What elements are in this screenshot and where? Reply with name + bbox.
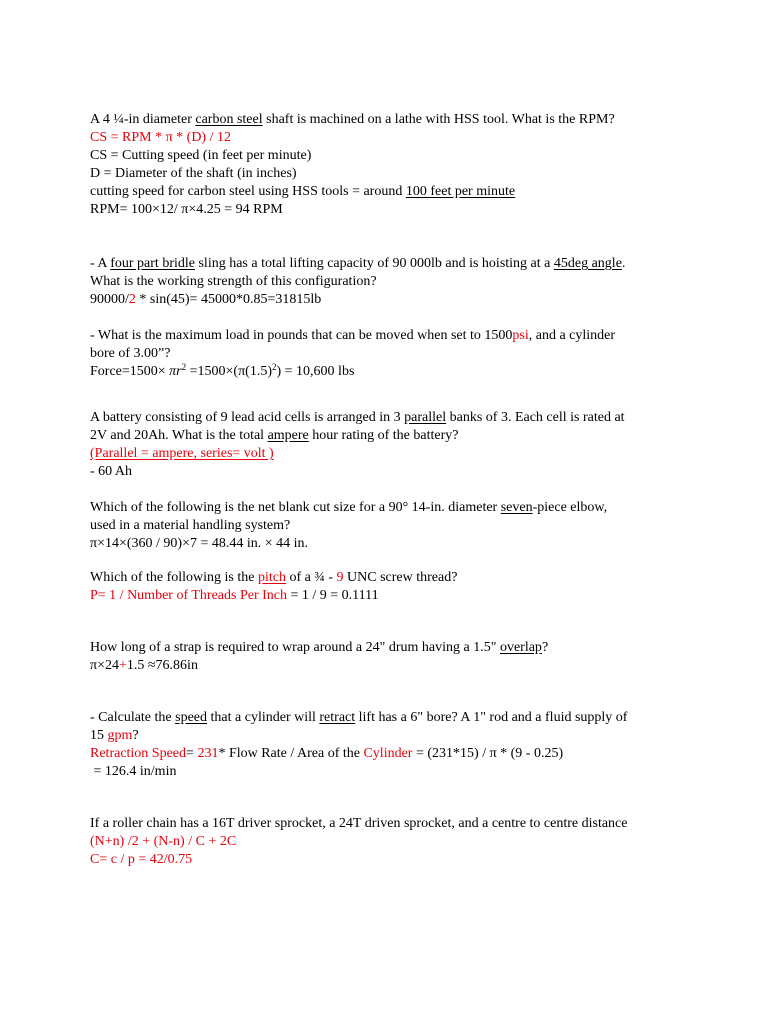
question-text [90, 569, 710, 587]
question-text [90, 111, 710, 129]
text-run: How long of a strap is required to wrap around a 24" drum having a 1.5" [90, 640, 500, 655]
text-run: = (231*15) / π * (9 - 0.25) [412, 746, 564, 761]
text-run: ) = 10,600 lbs [276, 364, 355, 379]
question-text: used in a material handling system? [90, 518, 291, 533]
underlined-term: speed [175, 710, 208, 725]
text-run: sling has a total lifting capacity of 90 000lb and is hoisting at a [194, 256, 554, 271]
formula-line: C= c / p = 42/0.75 [90, 852, 193, 867]
text-run: - A [90, 256, 111, 271]
text-run: banks of 3. Each cell is rated at [446, 410, 625, 425]
text-run: ? [132, 728, 139, 743]
question-elbow-blank [90, 499, 710, 553]
answer-line: = 126.4 in/min [90, 764, 177, 779]
text-run: Which of the following is the net blank cut size for a 90° 14-in. diameter [90, 500, 501, 515]
question-text [90, 727, 710, 745]
hint-line: (Parallel = ampere, series= volt ) [90, 446, 274, 461]
text-run: -piece elbow, [532, 500, 608, 515]
highlight-red: 2 [128, 292, 136, 307]
highlight-red: 231 [197, 746, 219, 761]
question-text: If a roller chain has a 16T driver sprocket, a 24T driven sprocket, and a centre to centre distance [90, 816, 628, 831]
underlined-term: 100 feet per minute [405, 184, 516, 199]
underlined-term: 45deg angle [553, 256, 622, 271]
document-page [90, 111, 710, 869]
formula-line: CS = RPM * π * (D) / 12 [90, 130, 231, 145]
text-run: 2V and 20Ah. What is the total [90, 428, 268, 443]
definition-line: CS = Cutting speed (in feet per minute) [90, 148, 312, 163]
question-text [90, 327, 710, 345]
question-text: bore of 3.00”? [90, 346, 171, 361]
question-text: What is the working strength of this configuration? [90, 274, 377, 289]
text-run: hour rating of the battery? [308, 428, 459, 443]
answer-line [90, 587, 710, 605]
question-text [90, 709, 710, 727]
text-run: lift has a 6" bore? A 1" rod and a fluid supply of [355, 710, 628, 725]
highlight-red: pitch [257, 570, 286, 585]
text-run: * Flow Rate / Area of the [218, 746, 364, 761]
text-run: = 1 / 9 = 0.1111 [286, 588, 379, 603]
underlined-term: seven [500, 500, 533, 515]
text-run: =1500×(π(1.5) [186, 364, 272, 379]
question-battery [90, 409, 710, 481]
answer-line: - 60 Ah [90, 464, 132, 479]
underlined-term: parallel [404, 410, 447, 425]
question-cylinder-retract [90, 709, 710, 781]
question-cylinder-load [90, 327, 710, 381]
text-run: ? [541, 640, 549, 655]
highlight-red: Retraction Speed [90, 746, 187, 761]
formula-red: P= 1 / Number of Threads Per Inch [90, 588, 287, 603]
highlight-red: gpm [107, 728, 133, 743]
underlined-term: retract [319, 710, 356, 725]
text-run: . [621, 256, 626, 271]
question-text [90, 639, 710, 657]
underlined-term: carbon steel [195, 112, 263, 127]
underlined-term: four part bridle [110, 256, 195, 271]
formula-line [90, 745, 710, 763]
text-run: 1.5 ≈76.86in [126, 658, 198, 673]
question-bridle-sling [90, 255, 710, 309]
text-run: Force=1500× [90, 364, 170, 379]
answer-line [90, 363, 710, 381]
text-run: of a ¾ - [285, 570, 337, 585]
text-run: Which of the following is the [90, 570, 258, 585]
answer-line: π×14×(360 / 90)×7 = 48.44 in. × 44 in. [90, 536, 309, 551]
answer-line: RPM= 100×12/ π×4.25 = 94 RPM [90, 202, 283, 217]
note-line [90, 183, 710, 201]
text-run: cutting speed for carbon steel using HSS tools = around [90, 184, 406, 199]
superscript: 2 [272, 362, 277, 372]
question-strap-length [90, 639, 710, 675]
question-text [90, 499, 710, 517]
text-run: A battery consisting of 9 lead acid cells is arranged in 3 [90, 410, 405, 425]
formula-line: (N+n) /2 + (N-n) / C + 2C [90, 834, 237, 849]
question-roller-chain [90, 815, 710, 869]
underlined-term: overlap [499, 640, 542, 655]
text-run: shaft is machined on a lathe with HSS tool. What is the RPM? [262, 112, 615, 127]
text-run: 15 [90, 728, 108, 743]
question-lathe-rpm [90, 111, 710, 219]
underlined-term: ampere [267, 428, 309, 443]
superscript: 2 [181, 362, 187, 372]
text-run: UNC screw thread? [343, 570, 458, 585]
text-run: that a cylinder will [207, 710, 320, 725]
text-run: - Calculate the [90, 710, 176, 725]
text-run: = [186, 746, 198, 761]
text-run: 90000/ [90, 292, 129, 307]
text-run: , and a cylinder [528, 328, 616, 343]
question-text [90, 409, 710, 427]
answer-line [90, 291, 710, 309]
math-term: πr [169, 364, 182, 379]
highlight-red: + [118, 658, 127, 673]
text-run: * sin(45)= 45000*0.85=31815lb [135, 292, 322, 307]
text-run: π×24 [90, 658, 119, 673]
highlight-red: psi [512, 328, 529, 343]
question-thread-pitch [90, 569, 710, 605]
question-text [90, 427, 710, 445]
highlight-red: Cylinder [363, 746, 413, 761]
text-run: - What is the maximum load in pounds that can be moved when set to 1500 [90, 328, 513, 343]
answer-line [90, 657, 710, 675]
question-text [90, 255, 710, 273]
highlight-red: 9 [336, 570, 344, 585]
definition-line: D = Diameter of the shaft (in inches) [90, 166, 297, 181]
text-run: A 4 ¼-in diameter [90, 112, 196, 127]
